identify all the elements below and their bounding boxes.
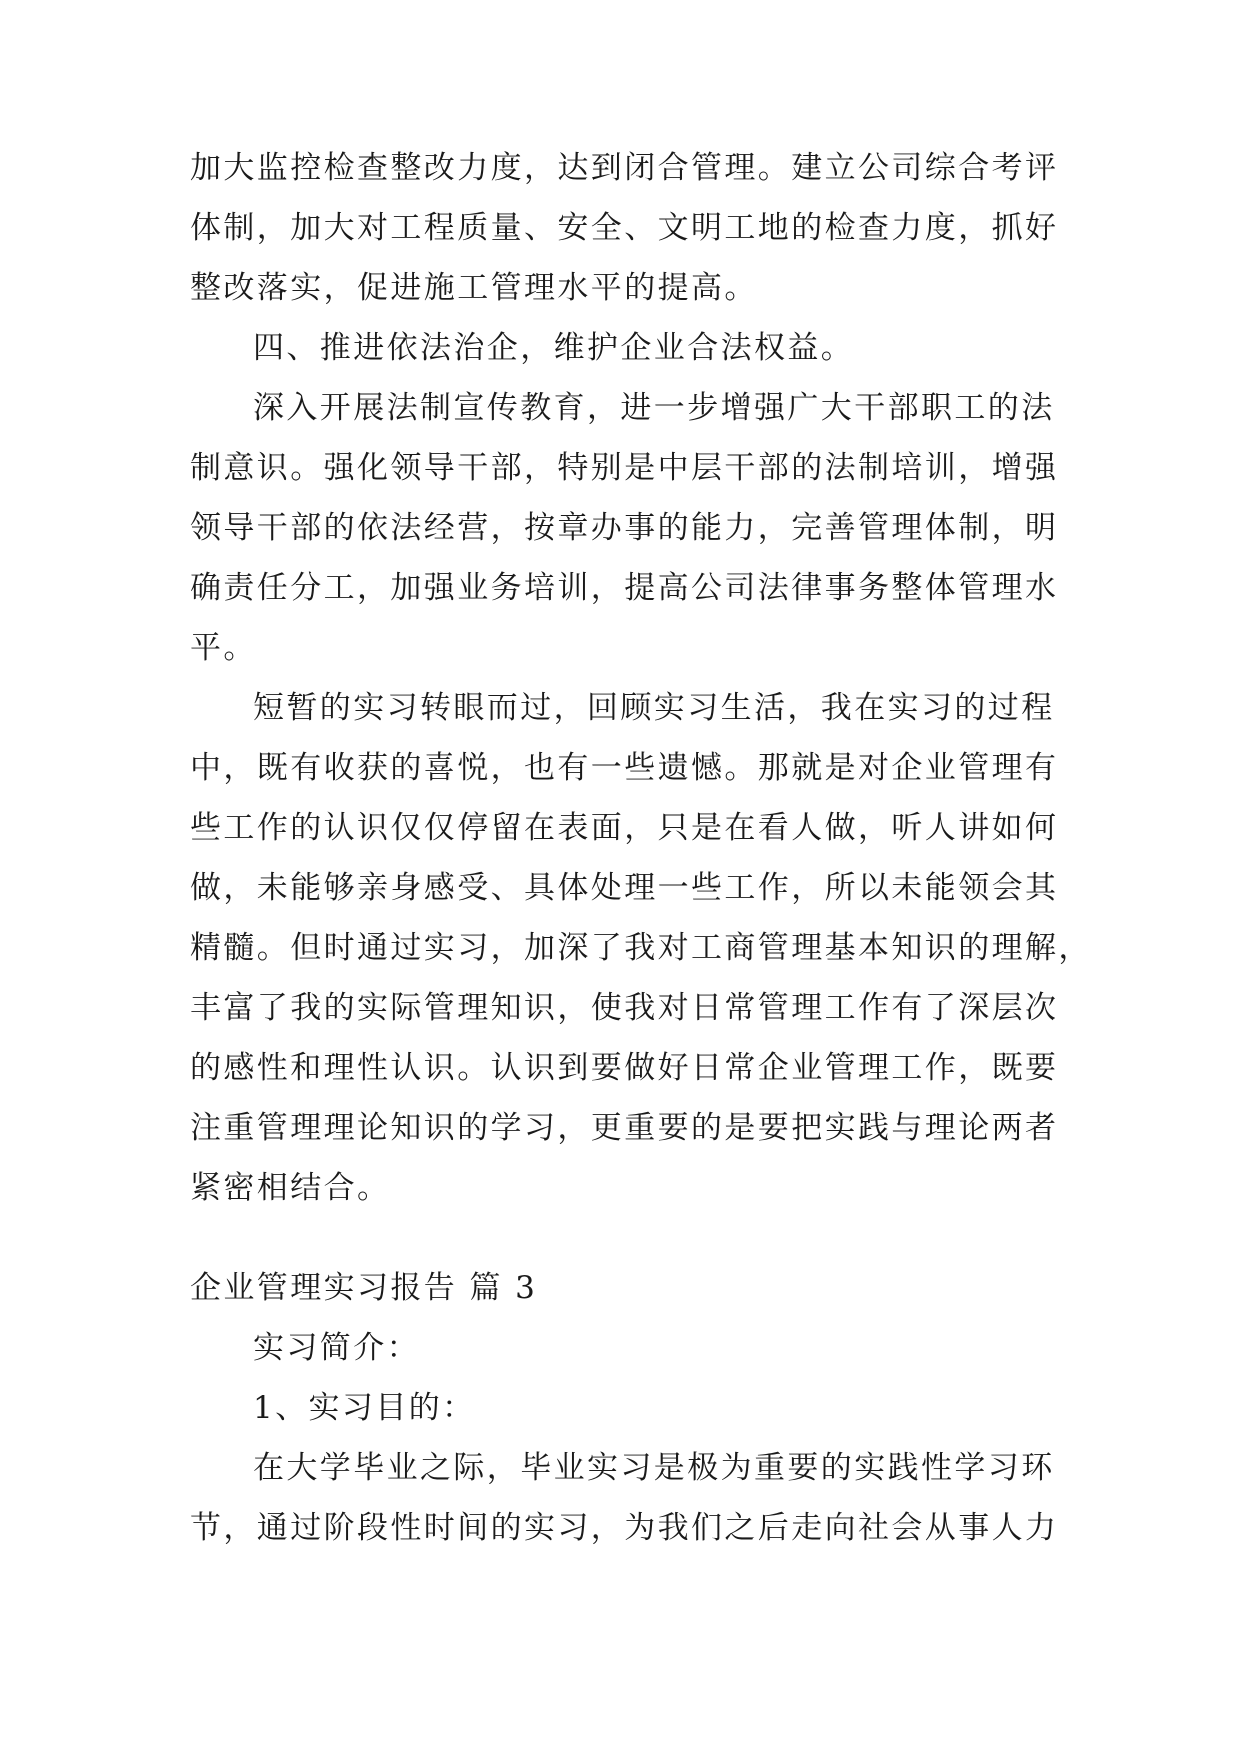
- text-line: 领导干部的依法经营，按章办事的能力，完善管理体制，明: [190, 510, 1059, 546]
- text-line: 短暂的实习转眼而过，回顾实习生活，我在实习的过程: [253, 690, 1055, 726]
- text-line: 加大监控检查整改力度，达到闭合管理。建立公司综合考评: [190, 150, 1059, 186]
- text-line: 丰富了我的实际管理知识，使我对日常管理工作有了深层次: [190, 990, 1059, 1026]
- section-heading: 1、实习目的：: [253, 1390, 476, 1426]
- report-title: 企业管理实习报告 篇 3: [190, 1270, 538, 1306]
- text-line: 做，未能够亲身感受、具体处理一些工作，所以未能领会其: [190, 870, 1059, 906]
- text-line: 中，既有收获的喜悦，也有一些遗憾。那就是对企业管理有: [190, 750, 1059, 786]
- text-line: 确责任分工，加强业务培训，提高公司法律事务整体管理水: [190, 570, 1059, 606]
- text-line: 注重管理理论知识的学习，更重要的是要把实践与理论两者: [190, 1110, 1059, 1146]
- text-line: 精髓。但时通过实习，加深了我对工商管理基本知识的理解，: [190, 930, 1092, 966]
- text-line: 平。: [190, 630, 257, 666]
- text-line: 体制，加大对工程质量、安全、文明工地的检查力度，抓好: [190, 210, 1059, 246]
- text-line: 在大学毕业之际，毕业实习是极为重要的实践性学习环: [253, 1450, 1055, 1486]
- text-line: 节，通过阶段性时间的实习，为我们之后走向社会从事人力: [190, 1510, 1059, 1546]
- text-line: 的感性和理性认识。认识到要做好日常企业管理工作，既要: [190, 1050, 1059, 1086]
- text-line: 些工作的认识仅仅停留在表面，只是在看人做，听人讲如何: [190, 810, 1059, 846]
- section-heading: 实习简介：: [253, 1330, 420, 1366]
- text-line: 紧密相结合。: [190, 1170, 391, 1206]
- text-line: 整改落实，促进施工管理水平的提高。: [190, 270, 758, 306]
- text-line: 制意识。强化领导干部，特别是中层干部的法制培训，增强: [190, 450, 1059, 486]
- text-line: 深入开展法制宣传教育，进一步增强广大干部职工的法: [253, 390, 1055, 426]
- section-heading: 四、推进依法治企，维护企业合法权益。: [253, 330, 855, 366]
